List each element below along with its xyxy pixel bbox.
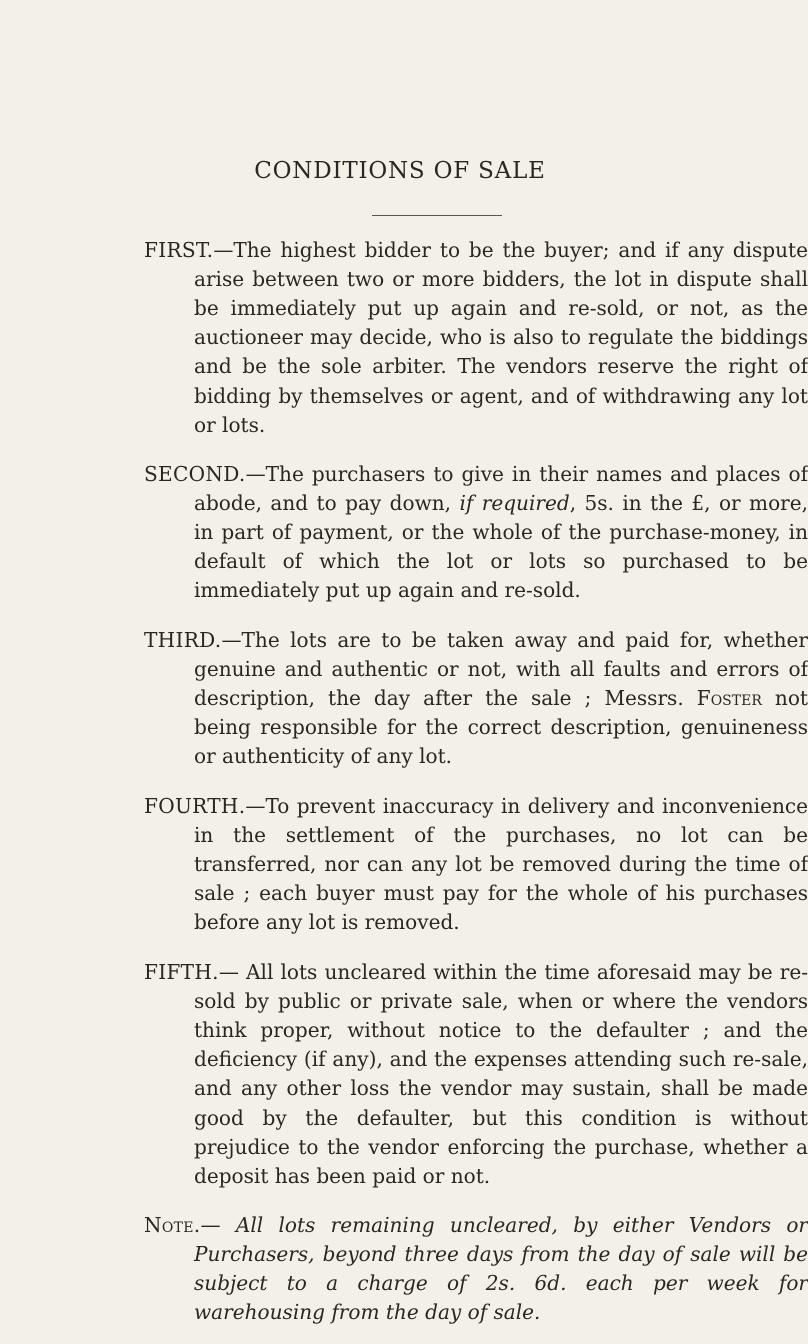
clause-text: —The lots are to be taken away and paid for, whether genuine and authentic or not, with all faults and errors of description, the day after the sale ; Messrs. bbox=[194, 628, 808, 711]
clause-fifth bbox=[144, 958, 808, 1191]
clause-third bbox=[144, 626, 808, 772]
firm-name: Foster bbox=[696, 686, 762, 711]
clause-text: —The purchasers to give in their names and places of abode, and to pay down, bbox=[194, 462, 808, 516]
clause-heading: FOURTH. bbox=[144, 794, 246, 818]
clause-heading: SECOND. bbox=[144, 462, 246, 486]
clause-heading: FIRST. bbox=[144, 238, 214, 262]
clause-text: not being responsible for the correct description, genuineness or authenticity of any lot. bbox=[194, 686, 808, 769]
clause-second bbox=[144, 460, 808, 606]
note-heading: Note. bbox=[144, 1213, 201, 1237]
note-text: — All lots remaining uncleared, by either Vendors or Purchasers, beyond three days from the day of sale will be subject to a charge of 2s. 6d. each per week for warehousing from the day of sale. bbox=[194, 1213, 808, 1325]
clause-heading: FIFTH. bbox=[144, 960, 219, 984]
clause-fourth bbox=[144, 792, 808, 938]
clause-emphasis: if required bbox=[459, 491, 570, 516]
clause-text: —To prevent inaccuracy in delivery and inconvenience in the settlement of the purchases, no lot can be transferred, nor can any lot be removed during the time of sale ; each buyer must pay for the whole of his purchases before any lot is removed. bbox=[194, 794, 808, 935]
page-title: CONDITIONS OF SALE bbox=[254, 158, 546, 184]
clause-heading: THIRD. bbox=[144, 628, 222, 652]
clause-text: — All lots uncleared within the time aforesaid may be re-sold by public or private sale, when or where the vendors think proper, without notice to the defaulter ; and the deficiency (if any), and the expenses attending such re-sale, and any other loss the vendor may sustain, shall be made good by the defaulter, but this condition is without prejudice to the vendor enforcing the purchase, whether a deposit has been paid or not. bbox=[194, 960, 808, 1188]
note bbox=[144, 1211, 808, 1327]
clause-text: , 5s. in the £, or more, in part of payment, or the whole of the purchase-money, in default of which the lot or lots so purchased to be immediately put up again and re-sold. bbox=[194, 491, 808, 603]
clause-first bbox=[144, 236, 808, 440]
title-divider bbox=[372, 215, 502, 216]
clause-text: —The highest bidder to be the buyer; and if any dispute arise between two or more bidders, the lot in dispute shall be immediately put up again and re-sold, or not, as the auctioneer may decide, who is also to regulate the biddings and be the sole arbiter. The vendors reserve the right of bidding by themselves or agent, and of withdrawing any lot or lots. bbox=[194, 238, 808, 437]
